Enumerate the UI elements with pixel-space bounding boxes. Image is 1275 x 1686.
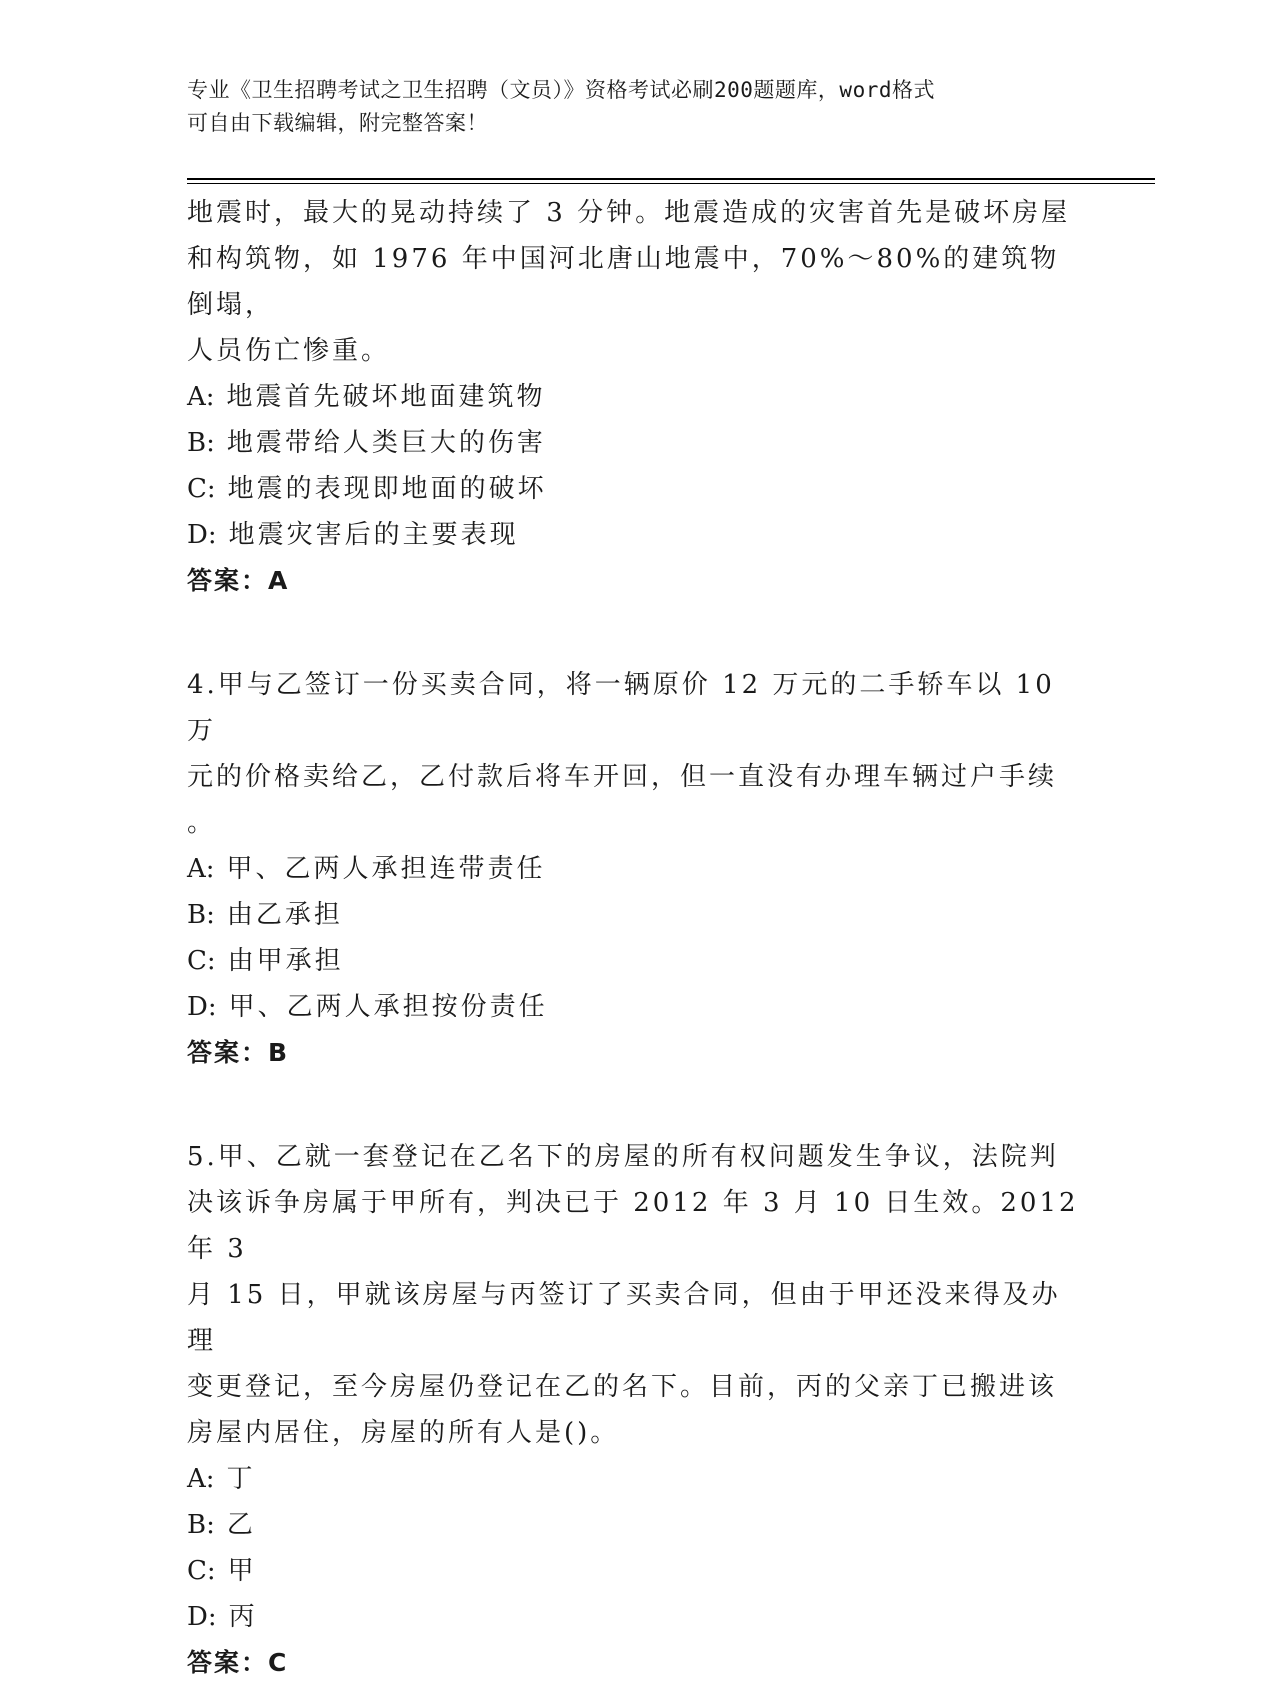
option-text: 甲、乙两人承担连带责任 [226,854,546,884]
option-letter: D: [187,520,217,550]
option-letter: B: [187,1510,215,1540]
question-4-line-2: 元的价格卖给乙，乙付款后将车开回，但一直没有办理车辆过户手续 [187,762,1058,792]
question-3-answer: 答案：A [187,566,290,595]
question-5 [187,1134,1087,1686]
option-text: 甲 [227,1556,257,1586]
question-5-option-a [187,1456,1087,1502]
header-divider-thick [187,178,1155,180]
question-5-line-5: 房屋内居住，房屋的所有人是()。 [187,1418,620,1448]
option-text: 由甲承担 [227,946,344,976]
question-5-option-d [187,1594,1087,1640]
document-header [187,74,1067,140]
option-text: 地震的表现即地面的破坏 [227,474,547,504]
question-4-option-c [187,938,1087,984]
question-3-option-a [187,374,1087,420]
header-title-line-2: 可自由下载编辑，附完整答案！ [187,111,488,135]
question-3-line-1: 地震时，最大的晃动持续了 3 分钟。地震造成的灾害首先是破坏房屋 [187,198,1071,228]
question-4-option-d [187,984,1087,1030]
option-letter: A: [187,1464,215,1494]
question-4-option-b [187,892,1087,938]
option-text: 由乙承担 [226,900,343,930]
question-3 [187,190,1087,604]
option-text: 丁 [226,1464,256,1494]
question-5-line-4: 变更登记，至今房屋仍登记在乙的名下。目前，丙的父亲丁已搬进该 [187,1372,1058,1402]
option-text: 地震灾害后的主要表现 [228,520,519,550]
question-4-line-1: 4.甲与乙签订一份买卖合同，将一辆原价 12 万元的二手轿车以 10 万 [187,670,1055,746]
option-text: 地震带给人类巨大的伤害 [226,428,546,458]
document-body [187,190,1087,1686]
question-5-line-1: 5.甲、乙就一套登记在乙名下的房屋的所有权问题发生争议，法院判 [187,1142,1059,1172]
question-5-line-2: 决该诉争房属于甲所有，判决已于 2012 年 3 月 10 日生效。2012 年 3 [187,1188,1079,1264]
question-3-line-2: 和构筑物，如 1976 年中国河北唐山地震中，70%～80%的建筑物倒塌， [187,244,1060,320]
question-3-option-b [187,420,1087,466]
option-letter: C: [187,946,216,976]
option-letter: D: [187,992,217,1022]
option-text: 乙 [226,1510,256,1540]
option-text: 丙 [228,1602,258,1632]
question-4-option-a [187,846,1087,892]
option-letter: B: [187,428,215,458]
header-title-line-1: 专业《卫生招聘考试之卫生招聘（文员）》资格考试必刷200题题库，word格式 [187,78,935,102]
spacer [187,1076,1087,1134]
question-5-answer: 答案：C [187,1648,289,1677]
option-letter: D: [187,1602,217,1632]
option-letter: B: [187,900,215,930]
question-5-option-b [187,1502,1087,1548]
question-3-line-3: 人员伤亡惨重。 [187,336,391,366]
option-letter: A: [187,382,215,412]
question-3-option-c [187,466,1087,512]
question-5-line-3: 月 15 日，甲就该房屋与丙签订了买卖合同，但由于甲还没来得及办理 [187,1280,1061,1356]
header-divider-thin [187,183,1155,184]
option-letter: A: [187,854,215,884]
question-4 [187,662,1087,1076]
spacer [187,604,1087,662]
option-text: 甲、乙两人承担按份责任 [228,992,548,1022]
option-letter: C: [187,474,216,504]
question-5-option-c [187,1548,1087,1594]
question-4-line-3: 。 [187,808,217,838]
option-text: 地震首先破坏地面建筑物 [226,382,546,412]
question-3-option-d [187,512,1087,558]
question-4-answer: 答案：B [187,1038,290,1067]
option-letter: C: [187,1556,216,1586]
